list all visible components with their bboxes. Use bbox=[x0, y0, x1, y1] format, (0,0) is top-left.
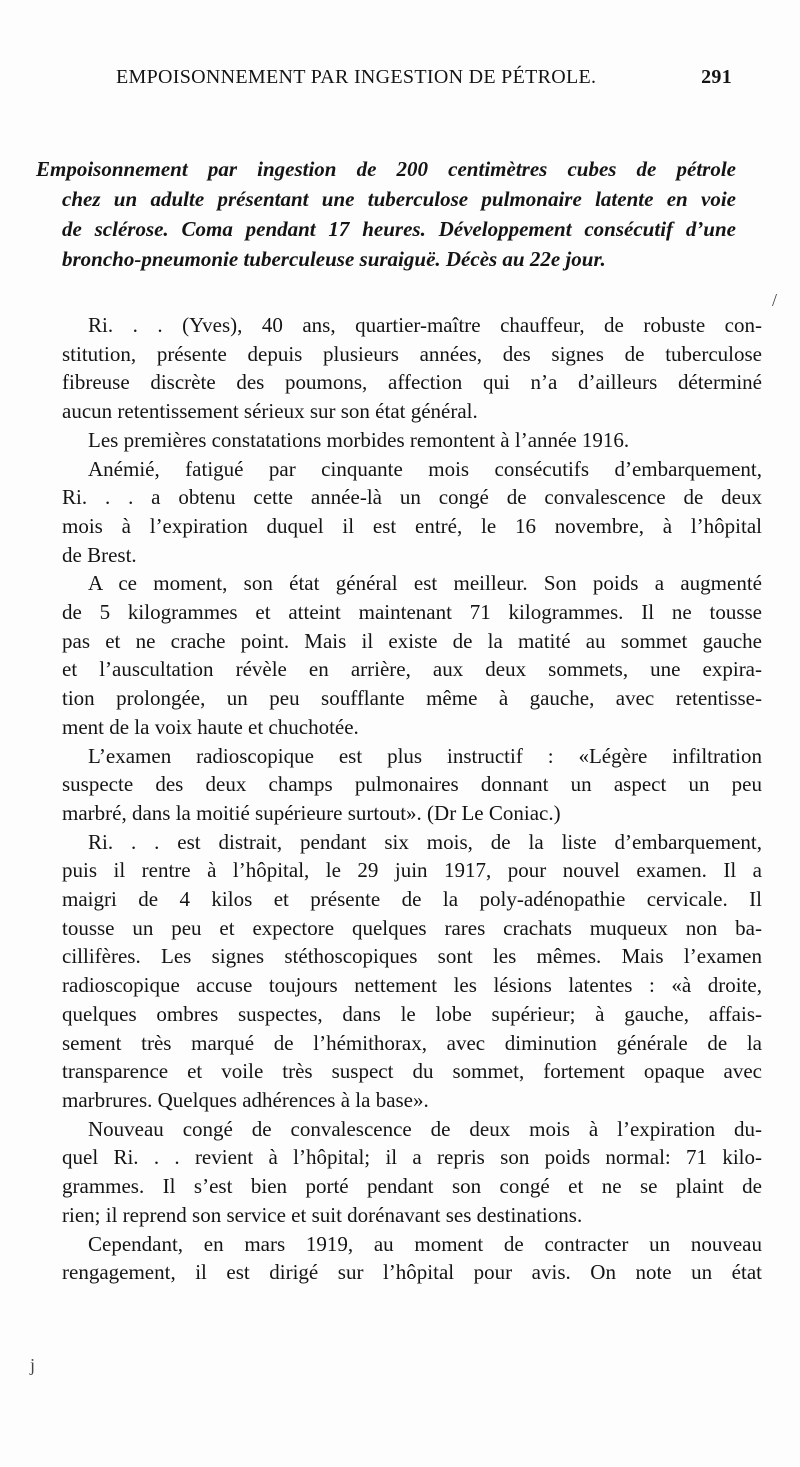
text-line: A ce moment, son état général est meilleur. Son poids a augmenté bbox=[88, 571, 762, 596]
text-line: rien; il reprend son service et suit dorénavant ses destinations. bbox=[62, 1202, 583, 1227]
text-line: Ri. . . est distrait, pendant six mois, de la liste d’embarquement, bbox=[88, 829, 762, 854]
case-summary bbox=[36, 154, 736, 274]
summary-line: broncho-pneumonie tuberculeuse suraiguë. Décès au 22e jour. bbox=[62, 247, 606, 271]
text-line: stitution, présente depuis plusieurs années, des signes de tuberculose bbox=[62, 341, 762, 366]
paragraph bbox=[36, 455, 762, 570]
text-line: marbré, dans la moitié supérieure surtout». (Dr Le Coniac.) bbox=[62, 800, 561, 825]
text-line: Nouveau congé de convalescence de deux mois à l’expiration du- bbox=[88, 1116, 762, 1141]
paragraph bbox=[36, 1230, 762, 1287]
running-header bbox=[116, 66, 732, 96]
paragraph bbox=[36, 311, 762, 426]
text-line: pas et ne crache point. Mais il existe de la matité au sommet gauche bbox=[62, 628, 762, 653]
paragraph bbox=[36, 1115, 762, 1230]
text-line: et l’auscultation révèle en arrière, aux deux sommets, une expira- bbox=[62, 657, 762, 682]
running-title: EMPOISONNEMENT PAR INGESTION DE PÉTROLE. bbox=[116, 66, 597, 88]
text-line: suspecte des deux champs pulmonaires donnant un aspect un peu bbox=[62, 772, 762, 797]
summary-line: chez un adulte présentant une tuberculose pulmonaire latente en voie bbox=[62, 187, 736, 211]
text-line: marbrures. Quelques adhérences à la base». bbox=[62, 1087, 429, 1112]
body-text bbox=[36, 311, 762, 1287]
text-line: de 5 kilogrammes et atteint maintenant 71 kilogrammes. Il ne tousse bbox=[62, 600, 762, 625]
text-line: grammes. Il s’est bien porté pendant son congé et ne se plaint de bbox=[62, 1174, 762, 1199]
text-line: L’examen radioscopique est plus instructif : «Légère infiltration bbox=[88, 743, 762, 768]
text-line: fibreuse discrète des poumons, affection qui n’a d’ailleurs déterminé bbox=[62, 370, 762, 395]
text-line: cillifères. Les signes stéthoscopiques sont les mêmes. Mais l’examen bbox=[62, 944, 762, 969]
text-line: mois à l’expiration duquel il est entré, le 16 novembre, à l’hôpital bbox=[62, 513, 762, 538]
text-line: quel Ri. . . revient à l’hôpital; il a repris son poids normal: 71 kilo- bbox=[62, 1145, 762, 1170]
summary-line: de sclérose. Coma pendant 17 heures. Développement consécutif d’une bbox=[62, 217, 736, 241]
paragraph bbox=[36, 569, 762, 741]
text-line: quelques ombres suspectes, dans le lobe supérieur; à gauche, affais- bbox=[62, 1001, 762, 1026]
text-line: ment de la voix haute et chuchotée. bbox=[62, 714, 359, 739]
text-line: de Brest. bbox=[62, 542, 137, 567]
paragraph bbox=[36, 742, 762, 828]
text-line: transparence et voile très suspect du sommet, fortement opaque avec bbox=[62, 1059, 762, 1084]
text-line: Ri. . . a obtenu cette année-là un congé de convalescence de deux bbox=[62, 485, 762, 510]
paragraph bbox=[36, 426, 736, 455]
margin-speck: j bbox=[30, 1355, 36, 1375]
page-number: 291 bbox=[701, 66, 732, 88]
text-line: Ri. . . (Yves), 40 ans, quartier-maître chauffeur, de robuste con- bbox=[88, 313, 762, 337]
margin-speck: / bbox=[772, 290, 778, 310]
text-line: aucun retentissement sérieux sur son état général. bbox=[62, 399, 478, 424]
paragraph bbox=[36, 828, 762, 1115]
text-line: tousse un peu et expectore quelques rares crachats muqueux non ba- bbox=[62, 915, 762, 940]
text-line: puis il rentre à l’hôpital, le 29 juin 1917, pour nouvel examen. Il a bbox=[62, 858, 762, 883]
text-line: Les premières constatations morbides remontent à l’année 1916. bbox=[88, 427, 630, 452]
text-line: Anémié, fatigué par cinquante mois consécutifs d’embarquement, bbox=[88, 456, 762, 481]
summary-line: Empoisonnement par ingestion de 200 centimètres cubes de pétrole bbox=[36, 157, 736, 181]
text-line: tion prolongée, un peu soufflante même à gauche, avec retentisse- bbox=[62, 686, 762, 711]
text-line: rengagement, il est dirigé sur l’hôpital pour avis. On note un état bbox=[62, 1260, 762, 1285]
text-line: sement très marqué de l’hémithorax, avec diminution générale de la bbox=[62, 1030, 762, 1055]
text-line: maigri de 4 kilos et présente de la poly-adénopathie cervicale. Il bbox=[62, 887, 762, 912]
text-line: radioscopique accuse toujours nettement les lésions latentes : «à droite, bbox=[62, 973, 762, 998]
text-line: Cependant, en mars 1919, au moment de contracter un nouveau bbox=[88, 1231, 762, 1256]
